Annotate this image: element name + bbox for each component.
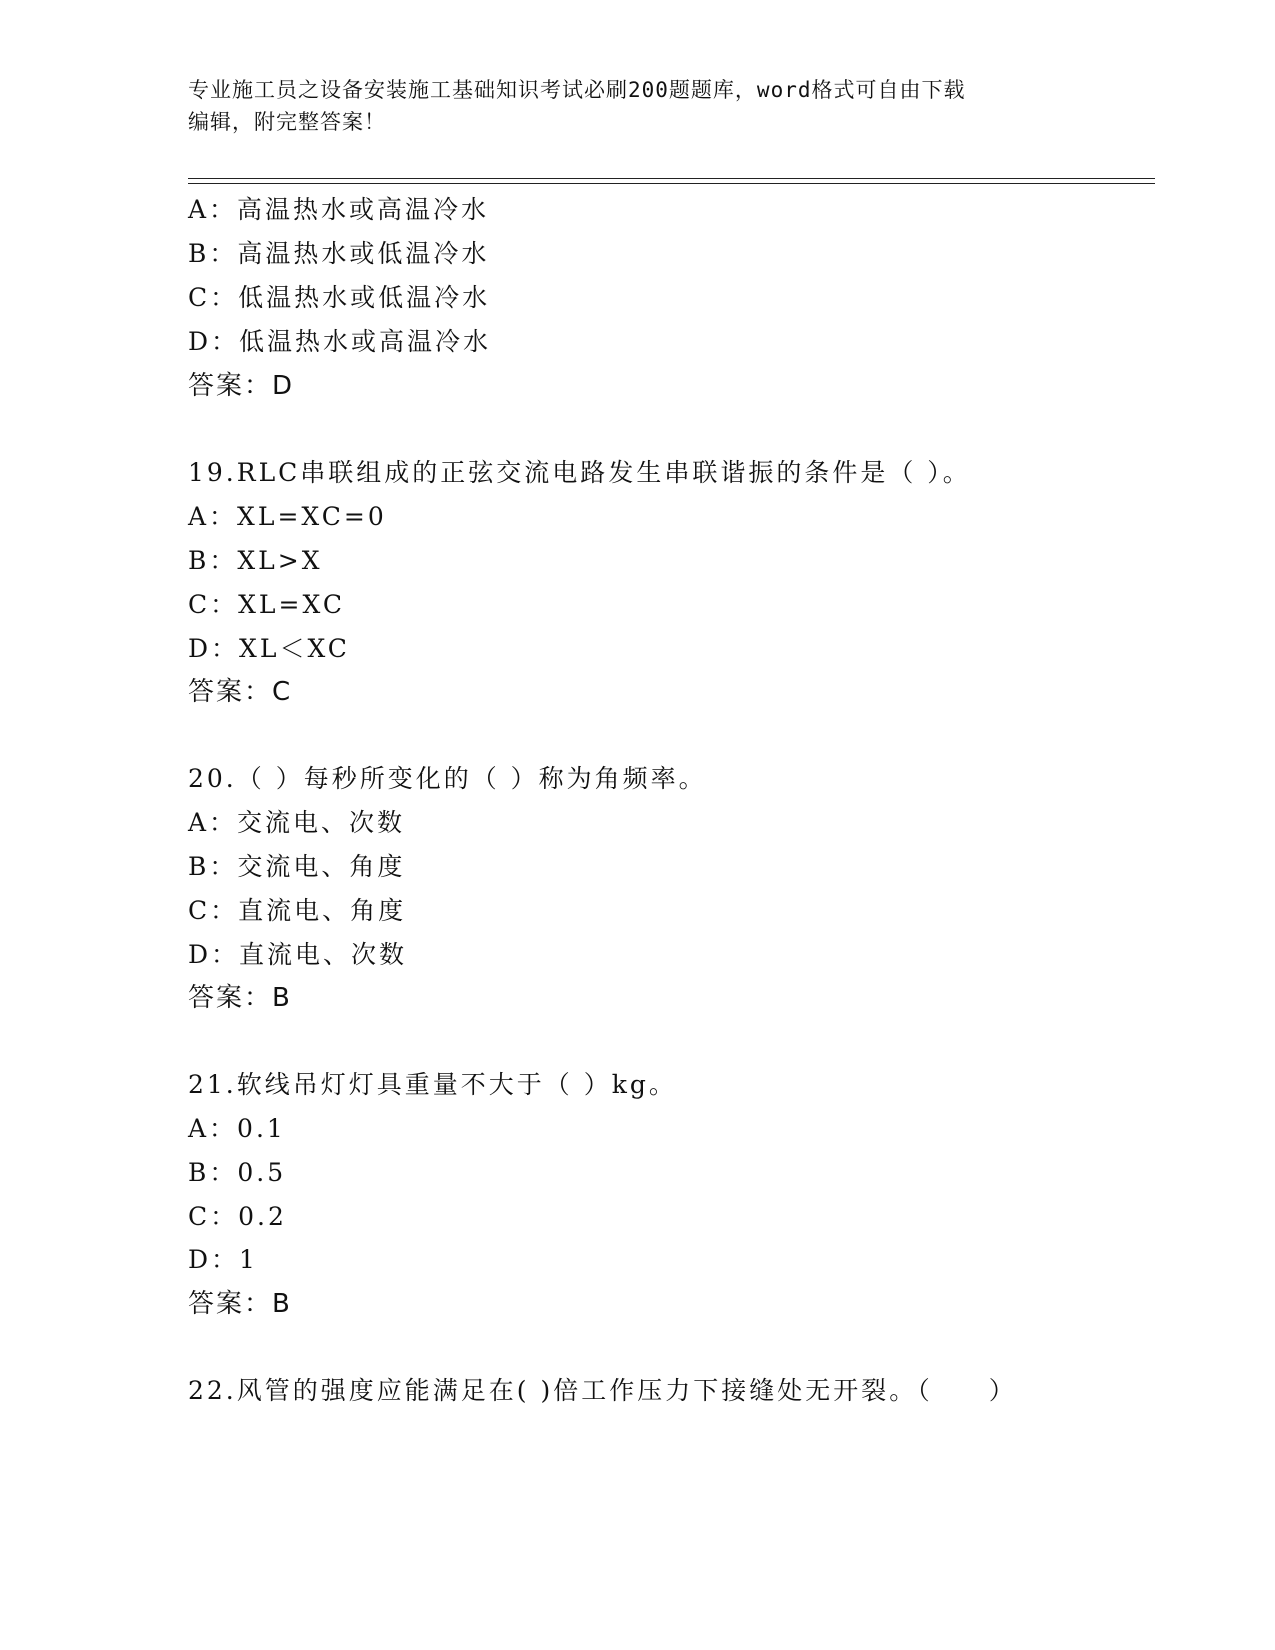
q21-option-c: C：0.2 — [188, 1202, 287, 1231]
q19-option-a: A：XL=XC=0 — [188, 502, 387, 531]
q18-answer: 答案：D — [188, 371, 295, 401]
q20-question: 20.（ ）每秒所变化的（ ）称为角频率。 — [188, 764, 707, 793]
q18-option-d: D：低温热水或高温冷水 — [188, 327, 492, 356]
q19-option-d: D：XL＜XC — [188, 634, 350, 663]
q18-option-a: A：高温热水或高温冷水 — [188, 195, 490, 224]
document-header — [188, 74, 1088, 138]
header-divider-top — [188, 178, 1155, 179]
header-line-1: 专业施工员之设备安装施工基础知识考试必刷200题题库，word格式可自由下载 — [188, 78, 966, 102]
q20-option-d: D：直流电、次数 — [188, 940, 408, 969]
q21-answer: 答案：B — [188, 1289, 292, 1319]
q20-option-c: C：直流电、角度 — [188, 896, 407, 925]
q22-question: 22.风管的强度应能满足在( )倍工作压力下接缝处无开裂。（ ） — [188, 1376, 1017, 1405]
q21-question: 21.软线吊灯灯具重量不大于（ ）kg。 — [188, 1070, 677, 1099]
header-line-2: 编辑，附完整答案！ — [188, 110, 386, 134]
q20-option-b: B：交流电、角度 — [188, 852, 406, 881]
q19-option-c: C：XL=XC — [188, 590, 345, 619]
q19-option-b: B：XL>X — [188, 546, 323, 575]
q20-answer: 答案：B — [188, 983, 292, 1013]
q21-option-a: A：0.1 — [188, 1114, 286, 1143]
q21-option-b: B：0.5 — [188, 1158, 287, 1187]
q18-option-b: B：高温热水或低温冷水 — [188, 239, 490, 268]
q19-question: 19.RLC串联组成的正弦交流电路发生串联谐振的条件是（ ）。 — [188, 458, 971, 487]
q21-option-d: D：1 — [188, 1245, 258, 1274]
q20-option-a: A：交流电、次数 — [188, 808, 406, 837]
q18-option-c: C：低温热水或低温冷水 — [188, 283, 491, 312]
q19-answer: 答案：C — [188, 677, 293, 707]
header-divider-bottom — [188, 183, 1155, 184]
